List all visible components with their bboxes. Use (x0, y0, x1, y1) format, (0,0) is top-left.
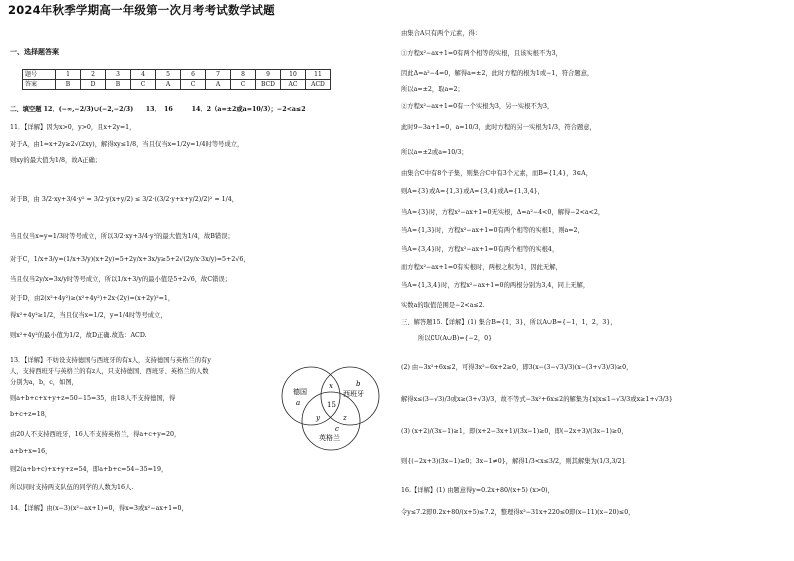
r-line-16: 三、解答题15.【详解】(1) 集合B={1，3}，所以A∪B={−1，1，2，3}， (401, 319, 617, 326)
label-b: b (356, 380, 361, 388)
answer-value-cell: B (56, 80, 81, 90)
answer-table-row-numbers (23, 70, 331, 80)
q13-line-4: 则a+b+c+x+y+z=50−15=35，由18人不支持德国，得 (10, 395, 176, 402)
answer-value-cell: AC (281, 80, 306, 90)
r-line-12: 当A={3,4}时，方程x²−ax+1=0有两个相等的实根4， (401, 246, 559, 253)
q13-line-2: 人，支持西班牙与英格兰的有z人，只支持德国、西班牙、英格兰的人数 (10, 368, 209, 375)
r-line-20: (3) (x+2)/(3x−1)≥1，即(x+2−3x+1)/(3x−1)≥0，即(−2x+3)/(3x−1)≥0， (401, 428, 628, 435)
q11-option-d-conclusion: 则x²+4y²的最小值为1/2，故D正确.故选：ACD. (10, 332, 147, 339)
q11-option-b-conclusion: 当且仅当x=y=1/3时等号成立，所以3/2·xy+3/4·y²的最大值为1/4，故B错误； (10, 233, 234, 240)
q13-line-6: 由20人不支持西班牙，16人不支持英格兰，得a+c+y=20， (10, 431, 181, 438)
r-line-17: 所以∁U(A∪B)={−2，0} (418, 335, 493, 342)
q11-option-c-conclusion: 当且仅当2y/x=3x/y时等号成立，所以1/x+3/y的最小值是5+2√6，故C错误； (10, 276, 232, 283)
r-line-3: 因此Δ=a²−4=0，解得a=±2，此时方程的根为1或−1，符合题意， (401, 70, 594, 77)
answer-number-cell: 6 (181, 70, 206, 80)
label-z: z (343, 414, 347, 422)
q11-heading: 11．【详解】因为x>0，y>0，且x+2y=1， (10, 124, 136, 131)
answer-table-row-answers (23, 80, 331, 90)
answer-number-cell: 3 (106, 70, 131, 80)
q11-option-d-2: 得x²+4y²≥1/2，当且仅当x=1/2，y=1/4时等号成立， (10, 312, 167, 319)
answer-value-cell: C (231, 80, 256, 90)
venn-diagram (279, 360, 391, 452)
answer-number-cell: 10 (281, 70, 306, 80)
label-x: x (329, 382, 333, 390)
r-line-4: 所以a=±2，取a=2； (401, 86, 464, 93)
q13-line-5: b+c+z=18， (10, 411, 52, 418)
answer-value-cell: C (131, 80, 156, 90)
answer-value-cell: C (181, 80, 206, 90)
answer-value-cell: D (81, 80, 106, 90)
q13-line-3: 分别为a，b，c，如图， (10, 379, 78, 386)
q13-line-8: 则2(a+b+c)+x+y+z=54，即a+b+c=54−35=19， (10, 466, 168, 473)
r-line-15: 实数a的取值范围是−2<a≤2. (401, 302, 485, 309)
r-line-11: 当A={1,3}时，方程x²−ax+1=0有两个相等的实根1，则a=2， (401, 227, 584, 234)
answer-number-cell: 8 (231, 70, 256, 80)
answer-number-cell: 5 (156, 70, 181, 80)
answer-number-cell: 1 (56, 70, 81, 80)
r-line-5: ②方程x²−ax+1=0有一个实根为3，另一实根不为3， (401, 103, 554, 110)
circle-germany (282, 367, 340, 425)
answer-number-cell: 2 (81, 70, 106, 80)
q13-conclusion: 所以同时支持两支队伍的同学的人数为16人. (10, 484, 134, 491)
r-line-18: (2) 由−3x²+6x≤2，可得3x²−6x+2≥0，即3(x−(3−√3)/3)(x−(3+√3)/3)≥0， (401, 364, 633, 371)
answer-table (22, 69, 331, 90)
label-spain: 西班牙 (343, 390, 364, 398)
q13-line-7: a+b+x=16， (10, 448, 52, 455)
q11-option-a: 对于A，由1=x+2y≥2√(2xy)，解得xy≤1/8，当且仅当x=1/2y=1/4时等号成立， (10, 141, 244, 148)
answer-value-cell: A (156, 80, 181, 90)
answer-number-cell: 4 (131, 70, 156, 80)
r-line-10: 当A={3}时，方程x²−ax+1=0无实根，Δ=a²−4<0，解得−2<a<2， (401, 209, 605, 216)
label-c: c (335, 425, 339, 433)
page-title: 2024年秋季学期高一年级第一次月考考试数学试题 (8, 3, 275, 17)
r-line-8: 由集合C中有8个子集，则集合C中有3个元素，而B={1,4}，3∈A， (401, 170, 593, 177)
r-line-13: 而方程x²−ax+1=0有实根时，两根之积为1，因此无解， (401, 264, 562, 271)
answer-value-cell: A (206, 80, 231, 90)
label-a: a (296, 399, 301, 407)
r-line-22: 16.【详解】(1) 由题意得y=0.2x+80/(x+5) (x>0)， (401, 487, 554, 494)
row-label: 答案 (23, 80, 56, 90)
section-choice-answers: 一、选择题答案 (10, 47, 59, 56)
r-line-7: 所以a=±2或a=10/3； (401, 149, 468, 156)
answer-value-cell: ACD (306, 80, 331, 90)
q11-option-c: 对于C，1/x+3/y=(1/x+3/y)(x+2y)=5+2y/x+3x/y≥5+2√(2y/x·3x/y)=5+2√6， (10, 256, 250, 263)
r-line-2: ①方程x²−ax+1=0有两个相等的实根，且该实根不为3， (401, 50, 562, 57)
label-y: y (316, 414, 320, 422)
r-line-19: 解得x≤(3−√3)/3或x≥(3+√3)/3，故不等式−3x²+6x≤2的解集为{x|x≤1−√3/3或x≥1+√3/3} (401, 396, 673, 403)
r-line-9: 则A={3}或A={1,3}或A={3,4}或A={1,3,4}， (401, 188, 544, 195)
answer-value-cell: B (106, 80, 131, 90)
q13-line-1: 13．【详解】不妨设支持德国与西班牙的有x人，支持德国与英格兰的有y (10, 357, 211, 364)
q11-option-d: 对于D，由2(x²+4y²)≥(x²+4y²)+2x·(2y)=(x+2y)²=1， (10, 295, 175, 302)
r-line-1: 由集合A只有两个元素，得： (401, 30, 482, 37)
q11-option-a-conclusion: 则xy的最大值为1/8，故A正确； (10, 157, 102, 164)
row-label: 题号 (23, 70, 56, 80)
r-line-23: 令y≤7.2即0.2x+80/(x+5)≤7.2，整理得x²−31x+220≤0即(x−11)(x−20)≤0， (401, 509, 635, 516)
answer-value-cell: BCD (256, 80, 281, 90)
answer-number-cell: 11 (306, 70, 331, 80)
answer-number-cell: 9 (256, 70, 281, 80)
r-line-14: 当A={1,3,4}时，方程x²−ax+1=0的两根分别为3,4，同上无解， (401, 282, 590, 289)
fill-in-answers: 二、填空题 12．(−∞,−2/3)∪(−2,−2/3) 13． 16 14．2（a=±2或a=10/3）；−2<a≤2 (10, 106, 306, 113)
label-center: 15 (327, 401, 336, 409)
label-germany: 德国 (293, 388, 307, 396)
r-line-21: 则{(−2x+3)(3x−1)≥0；3x−1≠0}，解得1/3<x≤3/2，则其解集为(1/3,3/2]. (401, 458, 627, 465)
q14-line-1: 14．【详解】由(x−3)(x²−ax+1)=0，得x=3或x²−ax+1=0， (10, 505, 188, 512)
q11-option-b: 对于B，由 3/2·xy+3/4·y² = 3/2·y(x+y/2) ≤ 3/2·((3/2·y+x+y/2)/2)² = 1/4， (10, 196, 239, 203)
answer-number-cell: 7 (206, 70, 231, 80)
label-england: 英格兰 (319, 434, 340, 442)
r-line-6: 此时9−3a+1=0，a=10/3，此时方程的另一实根为1/3，符合题意， (401, 124, 596, 131)
